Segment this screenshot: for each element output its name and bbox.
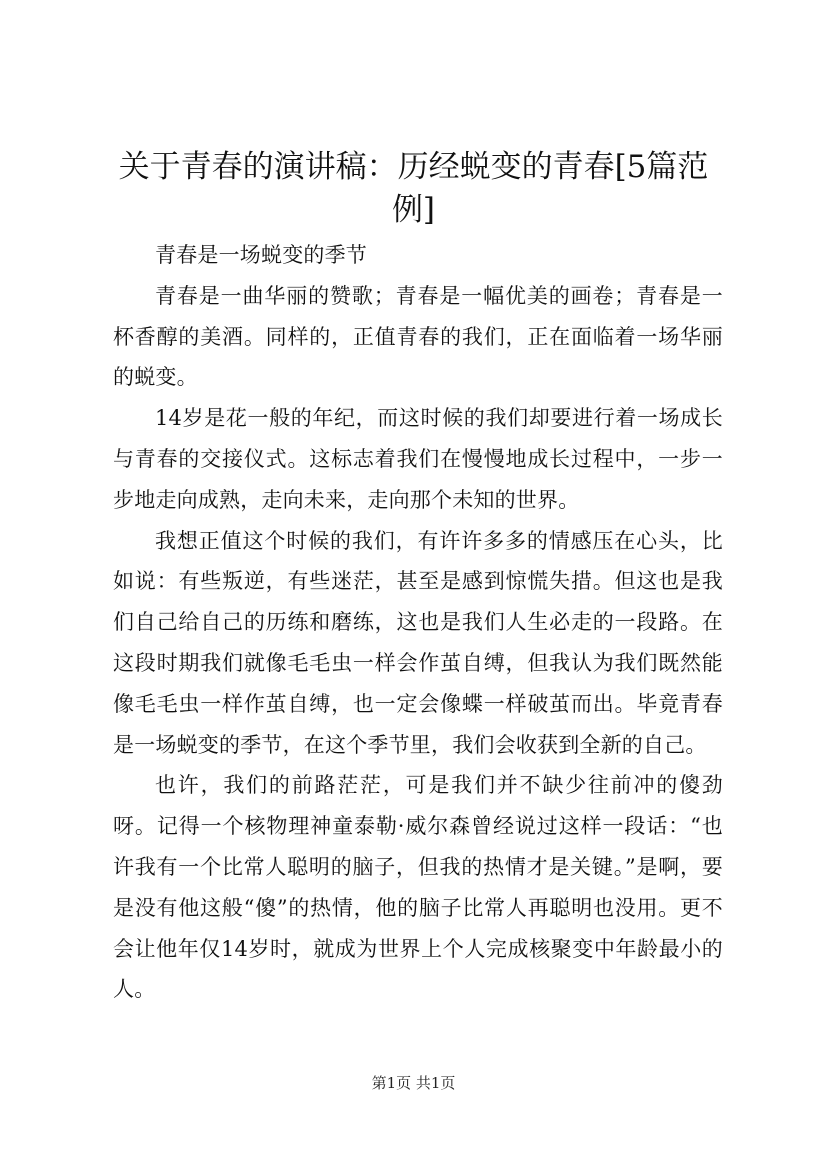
body-paragraph: 青春是一曲华丽的赞歌；青春是一幅优美的画卷；青春是一杯香醇的美酒。同样的，正值青春的我们，正在面临着一场华丽的蜕变。 <box>113 283 723 390</box>
body-paragraph: 也许，我们的前路茫茫，可是我们并不缺少往前冲的傻劲呀。记得一个核物理神童泰勒·威尔森曾经说过这样一段话：“也许我有一个比常人聪明的脑子，但我的热情才是关键。”是啊，要是没有他这般“傻”的热情，他的脑子比常人再聪明也没用。更不会让他年仅14岁时，就成为世界上个人完成核聚变中年龄最小的人。 <box>113 773 723 1002</box>
body-paragraph: 我想正值这个时候的我们，有许许多多的情感压在心头，比如说：有些叛逆，有些迷茫，甚至是感到惊慌失措。但这也是我们自己给自己的历练和磨练，这也是我们人生必走的一段路。在这段时期我们就像毛毛虫一样会作茧自缚，但我认为我们既然能像毛毛虫一样作茧自缚，也一定会像蝶一样破茧而出。毕竟青春是一场蜕变的季节，在这个季节里，我们会收获到全新的自己。 <box>113 528 723 757</box>
subtitle-paragraph: 青春是一场蜕变的季节 <box>155 243 367 267</box>
page-footer: 第1页 共1页 <box>371 1074 456 1092</box>
body-paragraph: 14岁是花一般的年纪，而这时候的我们却要进行着一场成长与青春的交接仪式。这标志着我们在慢慢地成长过程中，一步一步地走向成熟，走向未来，走向那个未知的世界。 <box>113 406 723 512</box>
document-body <box>113 235 723 1010</box>
document-title: 关于青春的演讲稿：历经蜕变的青春[5篇范例] <box>118 149 709 228</box>
